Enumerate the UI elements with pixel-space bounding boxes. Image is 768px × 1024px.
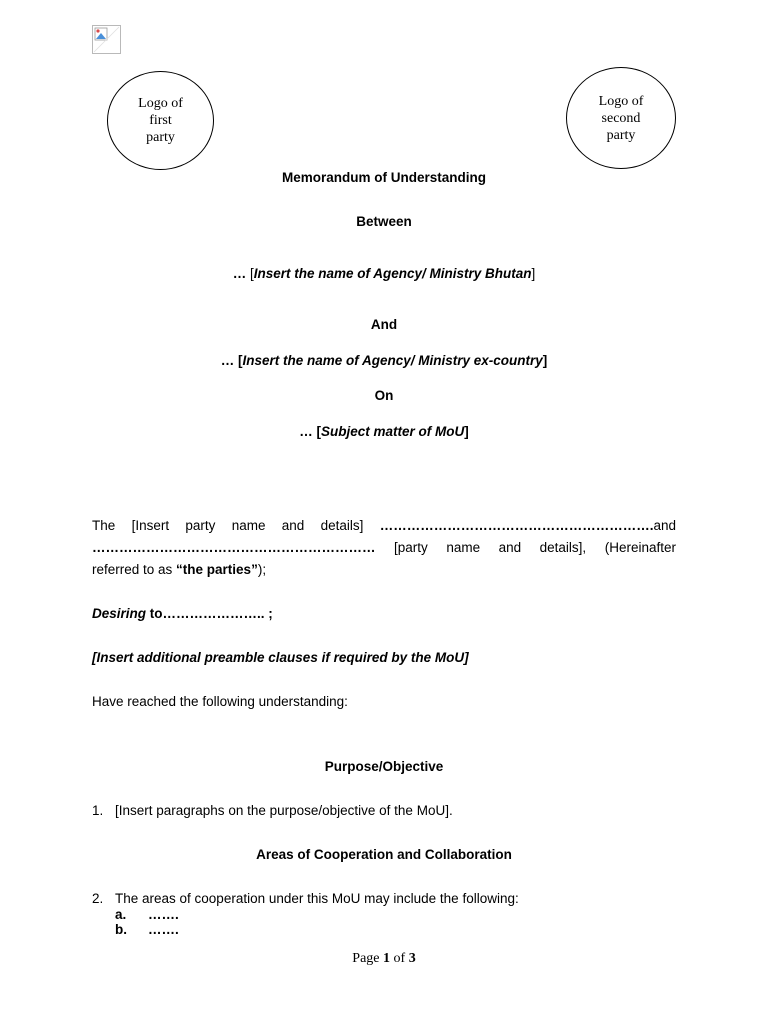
and-label: And bbox=[370, 317, 398, 332]
party1-placeholder: Insert the name of Agency/ Ministry Bhutan bbox=[253, 266, 532, 281]
parties-paragraph bbox=[92, 515, 676, 581]
section-heading-purpose: Purpose/Objective bbox=[324, 759, 444, 774]
party1-line bbox=[0, 266, 768, 281]
section-heading-areas: Areas of Cooperation and Collaboration bbox=[256, 847, 512, 862]
section2-text: The areas of cooperation under this MoU may include the following: bbox=[115, 891, 519, 906]
on-label: On bbox=[374, 388, 394, 403]
page-footer: Page 1 of 3 bbox=[352, 951, 416, 966]
party1-prefix: … bbox=[232, 266, 250, 281]
party2-placeholder: Insert the name of Agency/ Ministry ex-country bbox=[242, 353, 543, 368]
subject-line bbox=[0, 424, 768, 439]
broken-image-icon bbox=[92, 25, 121, 54]
subject-prefix: … [ bbox=[299, 424, 321, 439]
desiring-clause: Desiring to………………….. ; bbox=[92, 606, 273, 621]
between-label: Between bbox=[356, 214, 412, 229]
logo-first-party: Logo of first party bbox=[107, 71, 214, 170]
party1-bracket-close: ] bbox=[531, 266, 536, 281]
party2-line bbox=[0, 353, 768, 368]
section1-number: 1. bbox=[92, 803, 104, 818]
party1-bracket-open: [ bbox=[249, 266, 254, 281]
party2-prefix: … [ bbox=[220, 353, 243, 368]
parties-line-2: ……………………………………………………… [party name and details], (Hereinafter bbox=[92, 540, 676, 555]
logo-second-party: Logo of second party bbox=[566, 67, 676, 169]
section2-number: 2. bbox=[92, 891, 104, 906]
preamble-clause: [Insert additional preamble clauses if required by the MoU] bbox=[92, 650, 469, 665]
document-title: Memorandum of Understanding bbox=[281, 170, 486, 185]
list-item-letter: a. bbox=[115, 907, 127, 922]
parties-line-3: referred to as “the parties”); bbox=[92, 562, 267, 577]
list-item-text: ……. bbox=[148, 922, 179, 937]
total-pages: 3 bbox=[408, 951, 416, 966]
parties-line-1: The [Insert party name and details] …………………………………………………….and bbox=[92, 518, 676, 533]
subject-placeholder: Subject matter of MoU bbox=[320, 424, 465, 439]
list-item-text: ……. bbox=[148, 907, 179, 922]
subject-suffix: ] bbox=[464, 424, 469, 439]
current-page: 1 bbox=[383, 951, 391, 966]
reached-statement: Have reached the following understanding: bbox=[92, 694, 348, 709]
party2-suffix: ] bbox=[542, 353, 548, 368]
list-item-letter: b. bbox=[115, 922, 127, 937]
section1-text: [Insert paragraphs on the purpose/objective of the MoU]. bbox=[115, 803, 453, 818]
